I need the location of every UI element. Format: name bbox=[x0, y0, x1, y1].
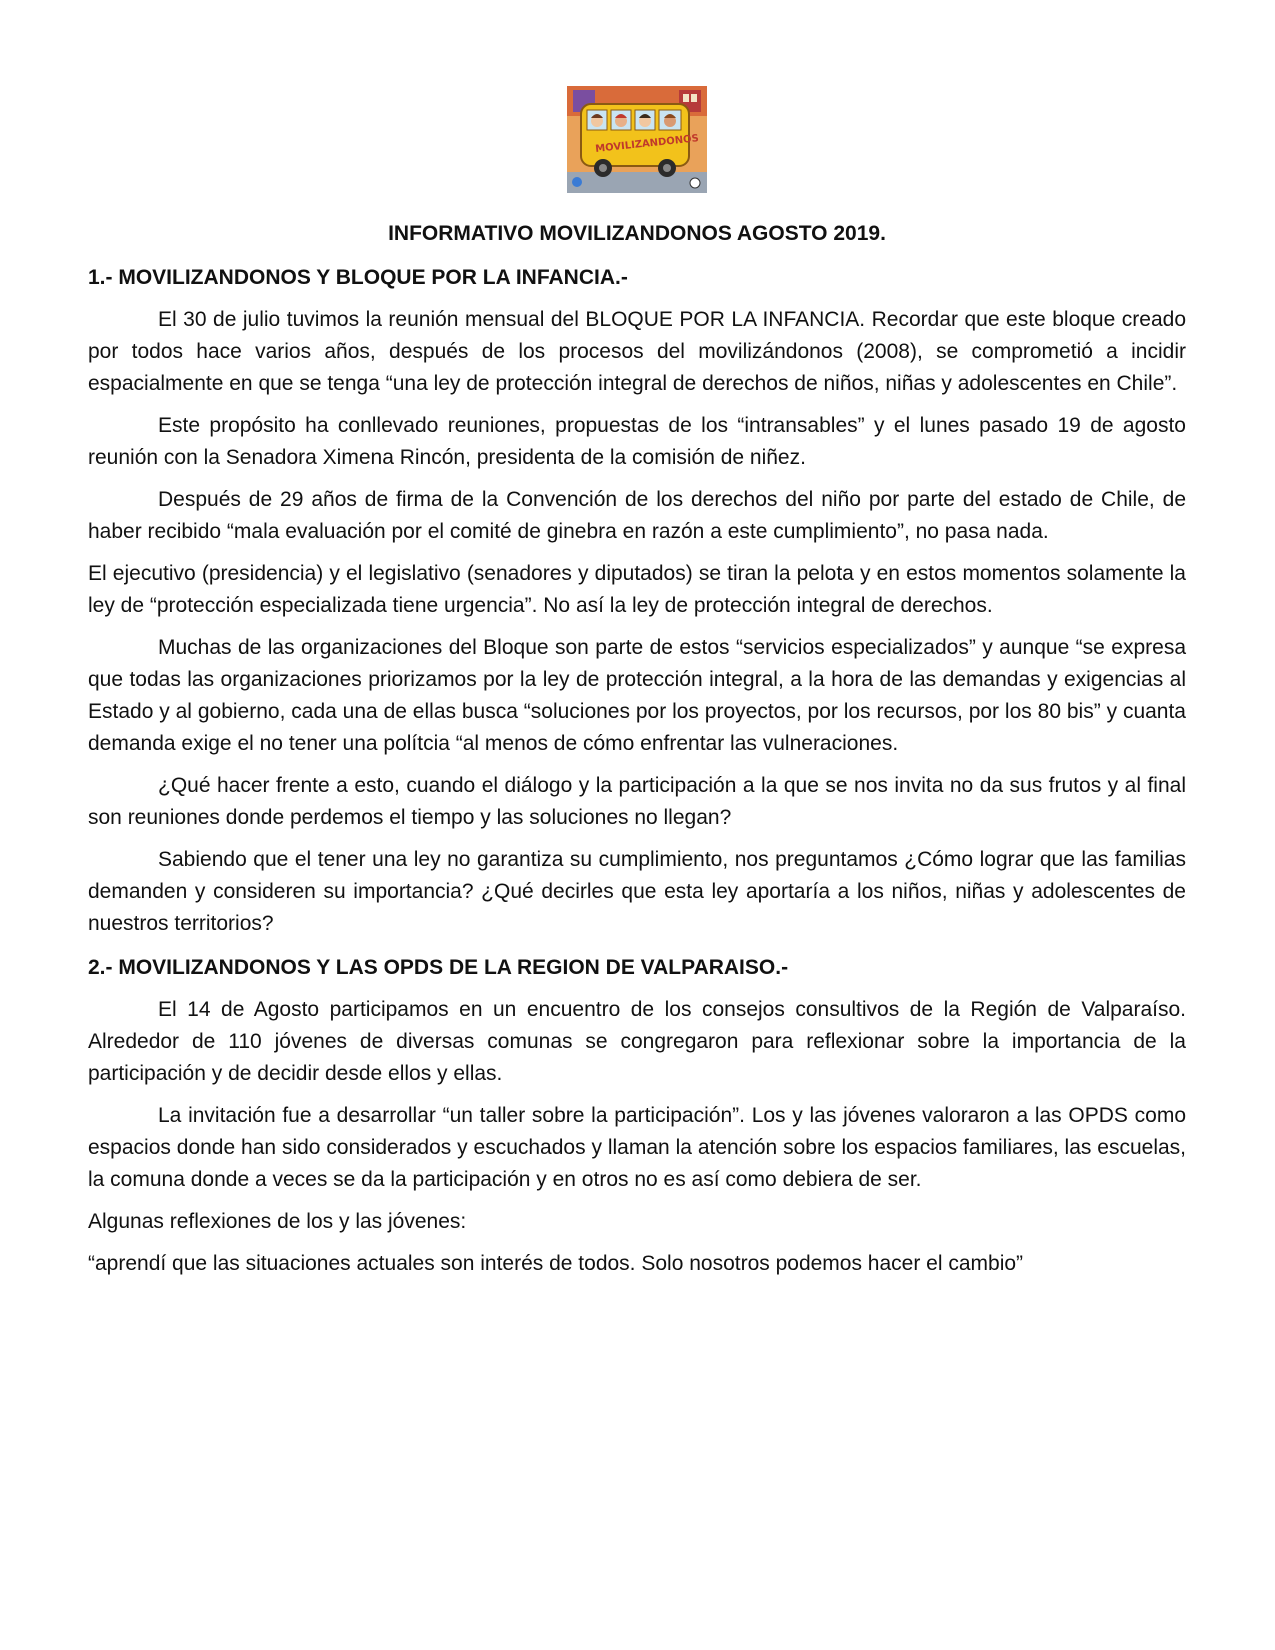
logo-text: MOVILIZANDONOS bbox=[594, 133, 700, 155]
paragraph: Después de 29 años de firma de la Convención de los derechos del niño por parte del estado de Chile, de haber recibido “mala evaluación por el comité de ginebra en razón a este cumplimiento”, no pasa nada. bbox=[88, 488, 1186, 543]
section-heading-2: 2.- MOVILIZANDONOS Y LAS OPDS DE LA REGION DE VALPARAISO.- bbox=[88, 956, 789, 979]
paragraph: La invitación fue a desarrollar “un taller sobre la participación”. Los y las jóvenes valoraron a las OPDS como espacios donde han sido considerados y escuchados y llaman la atención sobre los espacios familiares, las escuelas, la comuna donde a veces se da la participación y en otros no es así como debiera de ser. bbox=[88, 1104, 1186, 1191]
paragraph: El 30 de julio tuvimos la reunión mensual del BLOQUE POR LA INFANCIA. Recordar que este bloque creado por todos hace varios años, después de los procesos del movilizándonos (2008), se comprometió a incidir espacialmente en que se tenga “una ley de protección integral de derechos de niños, niñas y adolescentes en Chile”. bbox=[88, 308, 1186, 395]
document-title: INFORMATIVO MOVILIZANDONOS AGOSTO 2019. bbox=[388, 222, 886, 245]
bus-illustration bbox=[567, 86, 707, 193]
paragraph: Este propósito ha conllevado reuniones, propuestas de los “intransables” y el lunes pasado 19 de agosto reunión con la Senadora Ximena Rincón, presidenta de la comisión de niñez. bbox=[88, 414, 1186, 469]
paragraph: Muchas de las organizaciones del Bloque son parte de estos “servicios especializados” y aunque “se expresa que todas las organizaciones priorizamos por la ley de protección integral, a la hora de las demandas y exigencias al Estado y al gobierno, cada una de ellas busca “soluciones por los proyectos, por los recursos, por los 80 bis” y cuanta demanda exige el no tener una polítcia “al menos de cómo enfrentar las vulneraciones. bbox=[88, 636, 1186, 755]
document-page bbox=[88, 86, 1186, 1280]
quote-paragraph: “aprendí que las situaciones actuales son interés de todos. Solo nosotros podemos hacer el cambio” bbox=[88, 1252, 1024, 1275]
section-heading-1: 1.- MOVILIZANDONOS Y BLOQUE POR LA INFANCIA.- bbox=[88, 266, 628, 289]
paragraph: El ejecutivo (presidencia) y el legislativo (senadores y diputados) se tiran la pelota y en estos momentos solamente la ley de “protección especializada tiene urgencia”. No así la ley de protección integral de derechos. bbox=[88, 562, 1186, 617]
movilizandonos-logo bbox=[567, 86, 707, 193]
paragraph: Algunas reflexiones de los y las jóvenes: bbox=[88, 1210, 467, 1233]
paragraph: ¿Qué hacer frente a esto, cuando el diálogo y la participación a la que se nos invita no da sus frutos y al final son reuniones donde perdemos el tiempo y las soluciones no llegan? bbox=[88, 774, 1186, 829]
paragraph: El 14 de Agosto participamos en un encuentro de los consejos consultivos de la Región de Valparaíso. Alrededor de 110 jóvenes de diversas comunas se congregaron para reflexionar sobre la importancia de la participación y de decidir desde ellos y ellas. bbox=[88, 998, 1186, 1085]
paragraph: Sabiendo que el tener una ley no garantiza su cumplimiento, nos preguntamos ¿Cómo lograr que las familias demanden y consideren su importancia? ¿Qué decirles que esta ley aportaría a los niños, niñas y adolescentes de nuestros territorios? bbox=[88, 848, 1186, 935]
